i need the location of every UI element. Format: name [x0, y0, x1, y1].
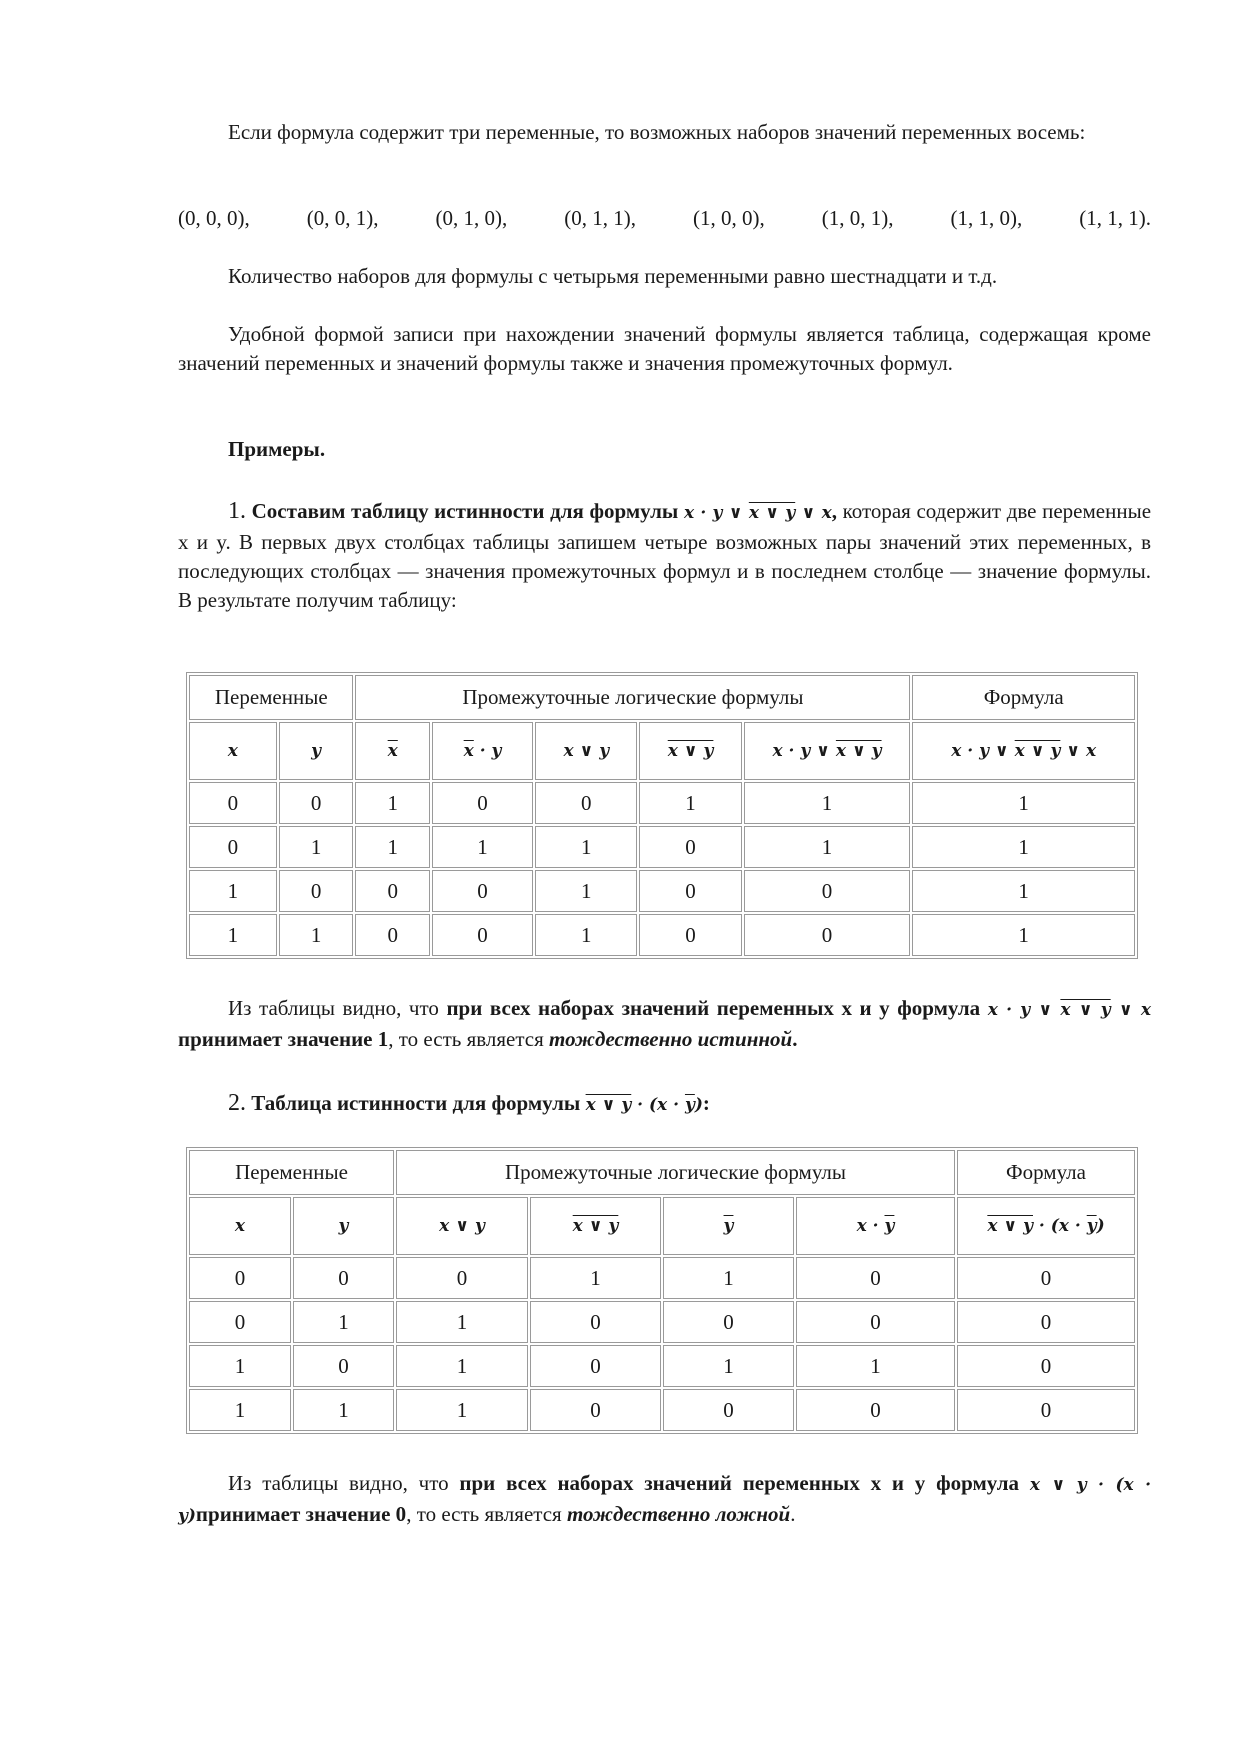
text-fragment: ) — [694, 1095, 703, 1115]
paragraph-four-vars: Количество наборов для формулы с четырьмя переменными равно шестнадцати и т.д. — [228, 264, 998, 288]
column-header — [912, 722, 1135, 780]
table-cell: 1 — [279, 914, 354, 956]
column-header: x — [189, 722, 277, 780]
group-header-variables: Переменные — [189, 675, 353, 720]
text-fragment: x ∨ y — [667, 741, 714, 761]
text-fragment: ∨ x — [1060, 741, 1097, 761]
table-row — [189, 1389, 1135, 1431]
value-sets-line — [178, 204, 1151, 233]
table-cell: 0 — [530, 1301, 661, 1343]
text-fragment — [567, 1502, 790, 1526]
table-cell: 1 — [396, 1389, 528, 1431]
text-fragment: при всех наборах значений переменных x и y формула — [446, 996, 981, 1020]
text-fragment: $\overline{x}$ — [387, 741, 398, 761]
table-cell: 0 — [189, 1301, 291, 1343]
table-cell: 0 — [744, 914, 911, 956]
table-cell: 0 — [293, 1257, 394, 1299]
table-cell: 1 — [279, 826, 354, 868]
column-header — [744, 722, 911, 780]
text-fragment: x ∨ y — [572, 1216, 619, 1236]
table-cell: 0 — [796, 1257, 955, 1299]
value-set: (1, 0, 0), — [693, 206, 765, 230]
table-cell: 1 — [355, 782, 429, 824]
table-cell: 1 — [293, 1301, 394, 1343]
table-cell: 1 — [189, 870, 277, 912]
table-cell: 0 — [396, 1257, 528, 1299]
truth-table-2 — [186, 1147, 1138, 1434]
table-cell: 0 — [796, 1301, 955, 1343]
examples-heading — [178, 435, 1151, 464]
table-cell: 1 — [189, 1389, 291, 1431]
paragraph-sets-intro: Если формула содержит три переменные, то возможных наборов значений переменных восемь: — [228, 120, 1086, 144]
table-cell: 1 — [530, 1257, 661, 1299]
table-cell: 0 — [744, 870, 911, 912]
text-fragment: x ∨ y — [1014, 741, 1061, 761]
text-fragment: Примеры. — [228, 437, 326, 461]
column-header: x ∨ y — [396, 1197, 528, 1255]
text-fragment: · (x · — [631, 1095, 685, 1115]
table-cell: 0 — [432, 782, 533, 824]
text-fragment: : — [702, 1091, 710, 1115]
text-fragment: . — [790, 1502, 796, 1526]
table-cell: 1 — [355, 826, 429, 868]
text-fragment: ∨ x — [795, 503, 832, 523]
table-cell: 1 — [396, 1301, 528, 1343]
text-fragment: которая содержит две переменные x и y. В первых двух столбцах таблицы запишем четыре возможных пары значений этих переменных, в последующих столбцах — значения промежуточных формул и в последнем столбце — значение формулы. В результате получим таблицу: — [178, 499, 1152, 612]
text-fragment: Из таблицы видно, что — [228, 1471, 449, 1495]
text-fragment: тождественно истинной — [549, 1027, 793, 1051]
table-cell: 0 — [663, 1301, 794, 1343]
text-fragment: $\overline{y}$ — [684, 1095, 695, 1115]
text-fragment: Таблица истинности для формулы — [251, 1091, 581, 1115]
table-cell: 1 — [912, 826, 1135, 868]
table-cell: 0 — [957, 1389, 1135, 1431]
formula-1-repeat — [988, 1000, 1151, 1020]
table-cell: 1 — [744, 782, 911, 824]
text-fragment: · y — [473, 741, 502, 761]
table-cell: 0 — [355, 914, 429, 956]
table-cell: 0 — [535, 782, 637, 824]
table-cell: 1 — [796, 1345, 955, 1387]
table-cell: 1 — [639, 782, 741, 824]
value-set: (1, 1, 0), — [950, 206, 1023, 230]
text-fragment: $\overline{y}$ — [723, 1216, 734, 1236]
group-header-intermediate: Промежуточные логические формулы — [355, 675, 910, 720]
table-cell: 0 — [279, 782, 354, 824]
paragraph-table-form: Удобной формой записи при нахождении значений формулы является таблица, содержащая кроме значений переменных и значений формулы также и значения промежуточных формул. — [178, 322, 1151, 375]
table-cell: 1 — [663, 1257, 794, 1299]
conclusion-2-paragraph — [178, 1469, 1151, 1531]
text-fragment — [549, 1027, 797, 1051]
table-cell: 1 — [912, 782, 1135, 824]
text-fragment: ∨ x — [1110, 1000, 1152, 1020]
table-row — [189, 1345, 1135, 1387]
column-header — [355, 722, 429, 780]
conclusion-1-paragraph — [178, 994, 1151, 1054]
table-cell: 0 — [796, 1389, 955, 1431]
text-fragment: , то есть является — [406, 1502, 562, 1526]
table-cell: 0 — [957, 1301, 1135, 1343]
column-header — [663, 1197, 794, 1255]
text-fragment: x ∨ y — [987, 1216, 1033, 1236]
text-fragment: Составим таблицу истинности для формулы — [251, 499, 679, 523]
table-cell: 1 — [396, 1345, 528, 1387]
table-row — [189, 914, 1135, 956]
table-cell: 1 — [432, 826, 533, 868]
column-header: x ∨ y — [535, 722, 637, 780]
text-fragment: x ∨ y — [835, 741, 882, 761]
example-1-paragraph — [178, 497, 1151, 615]
column-header — [957, 1197, 1135, 1255]
example-2-paragraph — [178, 1089, 1151, 1120]
column-header — [639, 722, 741, 780]
column-header: y — [279, 722, 354, 780]
table-cell: 0 — [189, 1257, 291, 1299]
table-row — [189, 1301, 1135, 1343]
text-fragment: $\overline{x}$ — [463, 741, 474, 761]
table-cell: 0 — [279, 870, 354, 912]
formula-2 — [586, 1095, 703, 1115]
text-fragment: x · y ∨ — [951, 741, 1015, 761]
column-header: y — [293, 1197, 394, 1255]
text-fragment: тождественно ложной — [566, 1502, 791, 1526]
table-cell: 1 — [293, 1389, 394, 1431]
text-fragment: · (x · — [1033, 1216, 1087, 1236]
value-set: (0, 0, 0), — [178, 206, 250, 230]
table-cell: 0 — [293, 1345, 394, 1387]
column-header: x — [189, 1197, 291, 1255]
text-fragment: принимает значение 0 — [195, 1502, 407, 1526]
table-cell: 0 — [432, 914, 533, 956]
text-fragment: x · — [856, 1216, 885, 1236]
text-fragment: x · y ∨ — [772, 741, 836, 761]
table-cell: 1 — [189, 914, 277, 956]
text-fragment: x ∨ y — [1060, 1000, 1111, 1020]
truth-table-1 — [186, 672, 1138, 959]
text-fragment: при всех наборах значений переменных x и y формула — [459, 1471, 1020, 1495]
formula-1 — [684, 503, 832, 523]
text-fragment: 1. — [228, 498, 246, 524]
value-set: (1, 1, 1). — [1079, 206, 1151, 230]
text-fragment: Из таблицы видно, что — [228, 996, 439, 1020]
table-cell: 1 — [912, 870, 1135, 912]
table-cell: 1 — [535, 914, 637, 956]
table-cell: 0 — [957, 1345, 1135, 1387]
column-header — [432, 722, 533, 780]
table-cell: 0 — [639, 914, 741, 956]
text-fragment: x ∨ y — [585, 1095, 632, 1115]
table-cell: 0 — [530, 1345, 661, 1387]
table-cell: 1 — [912, 914, 1135, 956]
table-cell: 1 — [535, 826, 637, 868]
table-cell: 1 — [535, 870, 637, 912]
column-header — [530, 1197, 661, 1255]
table-cell: 0 — [432, 870, 533, 912]
value-set: (0, 1, 1), — [564, 206, 636, 230]
table-cell: 1 — [744, 826, 911, 868]
group-header-formula: Формула — [912, 675, 1135, 720]
value-set: (0, 0, 1), — [306, 206, 379, 230]
table-cell: 0 — [639, 870, 741, 912]
table-cell: 0 — [189, 826, 277, 868]
table-row — [189, 1257, 1135, 1299]
text-fragment: x · y ∨ — [987, 1000, 1061, 1020]
table-cell: 1 — [663, 1345, 794, 1387]
formula-2-repeat: x ∨ y · (x · y) — [178, 1475, 1151, 1526]
group-header-formula: Формула — [957, 1150, 1135, 1195]
table-row — [189, 870, 1135, 912]
table-cell: 1 — [189, 1345, 291, 1387]
text-fragment: , — [831, 499, 837, 523]
text-fragment: . — [792, 1027, 798, 1051]
text-fragment: $\overline{y}$ — [1086, 1216, 1097, 1236]
table-cell: 0 — [663, 1389, 794, 1431]
group-header-variables: Переменные — [189, 1150, 394, 1195]
text-fragment: $\overline{y}$ — [884, 1216, 895, 1236]
value-set: (0, 1, 0), — [435, 206, 508, 230]
text-fragment: x · y ∨ — [683, 503, 749, 523]
table-row — [189, 782, 1135, 824]
column-header — [796, 1197, 955, 1255]
table-row — [189, 826, 1135, 868]
text-fragment: x ∨ y — [748, 503, 796, 523]
value-set: (1, 0, 1), — [821, 206, 894, 230]
table-cell: 0 — [530, 1389, 661, 1431]
table-cell: 0 — [957, 1257, 1135, 1299]
table-cell: 0 — [189, 782, 277, 824]
text-fragment: ) — [1096, 1216, 1105, 1236]
table-cell: 0 — [639, 826, 741, 868]
text-fragment: 2. — [228, 1090, 246, 1116]
table-cell: 0 — [355, 870, 429, 912]
group-header-intermediate: Промежуточные логические формулы — [396, 1150, 955, 1195]
text-fragment: принимает значение 1 — [178, 1027, 389, 1051]
text-fragment: , то есть является — [388, 1027, 544, 1051]
